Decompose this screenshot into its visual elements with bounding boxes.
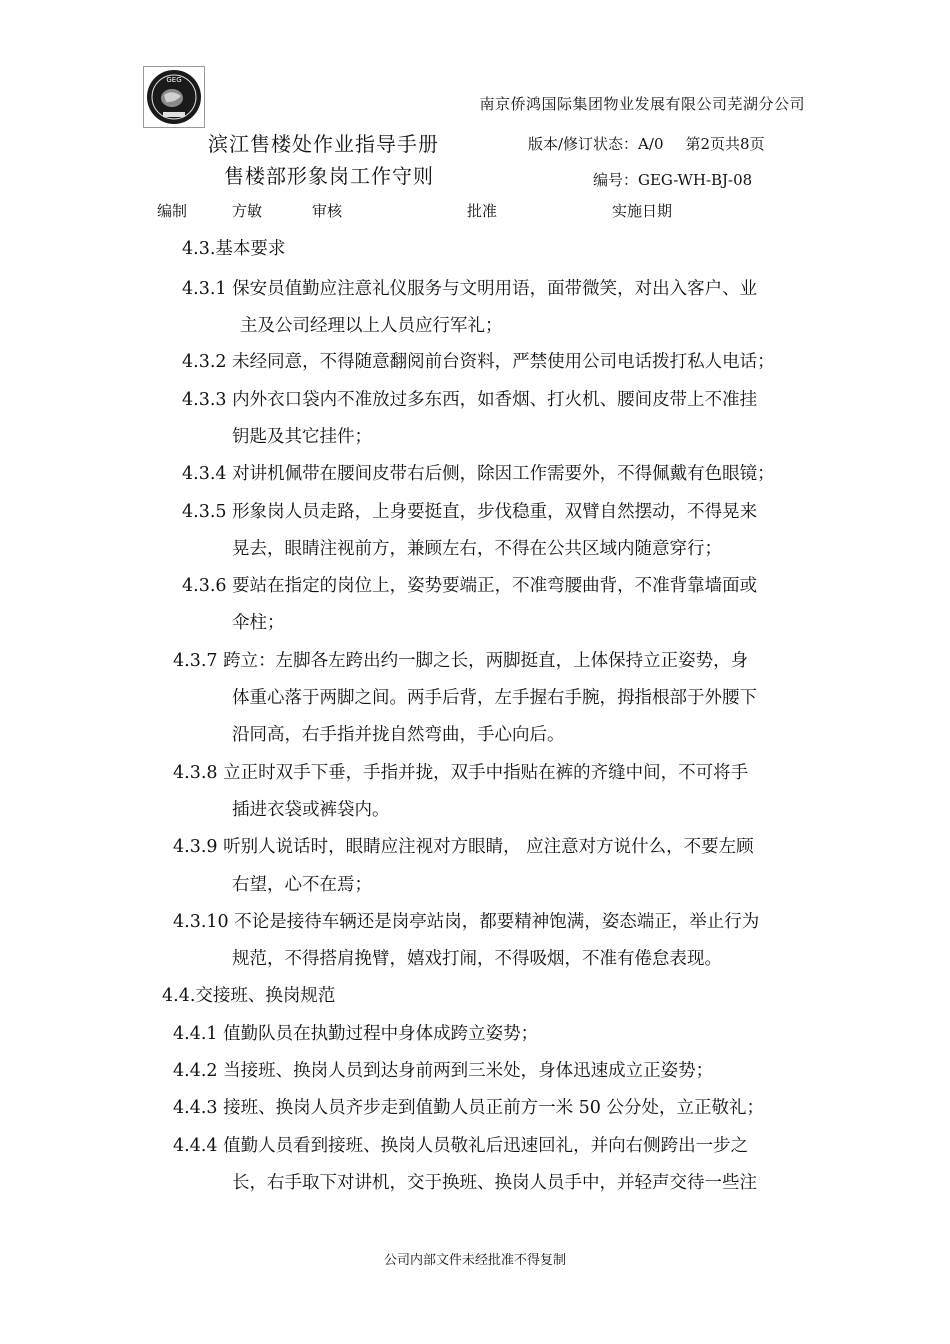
review-label: 审核 <box>312 202 343 220</box>
body-line: 4.4.4 值勤人员看到接班、换岗人员敬礼后迅速回礼，并向右侧跨出一步之 <box>173 1136 749 1156</box>
version-info <box>528 133 765 154</box>
body-line: 伞柱； <box>232 613 285 633</box>
body-line: 晃去，眼睛注视前方，兼顾左右，不得在公共区域内随意穿行； <box>232 539 722 559</box>
page-number: 第2页共8页 <box>685 135 765 153</box>
page-footer: 公司内部文件未经批准不得复制 <box>383 1253 566 1268</box>
body-line: 沿同高，右手指并拢自然弯曲，手心向后。 <box>232 725 565 745</box>
body-line: 规范，不得搭肩挽臂，嬉戏打闹，不得吸烟，不准有倦怠表现。 <box>232 949 722 969</box>
compiled-value: 方敏 <box>232 202 263 220</box>
compiled-label: 编制 <box>157 202 188 220</box>
body-line: 4.3.10 不论是接待车辆还是岗亭站岗，都要精神饱满，姿态端正，举止行为 <box>173 912 760 932</box>
body-line: 长，右手取下对讲机，交于换班、换岗人员手中，并轻声交待一些注 <box>232 1173 757 1193</box>
section-heading: 4.3.基本要求 <box>182 239 286 259</box>
body-line: 钥匙及其它挂件； <box>232 427 372 447</box>
body-line: 4.4.2 当接班、换岗人员到达身前两到三米处，身体迅速成立正姿势； <box>173 1061 714 1081</box>
body-line: 4.3.8 立正时双手下垂，手指并拢，双手中指贴在裤的齐缝中间，不可将手 <box>173 763 749 783</box>
company-logo <box>143 66 205 128</box>
body-line: 4.3.5 形象岗人员走路，上身要挺直，步伐稳重，双臂自然摆动，不得晃来 <box>182 502 758 522</box>
date-label: 实施日期 <box>612 202 673 220</box>
document-title: 售楼部形象岗工作守则 <box>224 164 434 188</box>
body-line: 4.3.7 跨立：左脚各左跨出约一脚之长，两脚挺直，上体保持立正姿势，身 <box>173 651 749 671</box>
body-line: 4.3.6 要站在指定的岗位上，姿势要端正，不准弯腰曲背，不准背靠墙面或 <box>182 576 758 596</box>
approve-label: 批准 <box>467 202 498 220</box>
body-line: 4.3.2 未经同意，不得随意翻阅前台资料，严禁使用公司电话拨打私人电话； <box>182 352 775 372</box>
body-line: 4.3.1 保安员值勤应注意礼仪服务与文明用语，面带微笑，对出入客户、业 <box>182 279 758 299</box>
logo-emblem-icon <box>144 67 204 127</box>
body-line: 插进衣袋或裤袋内。 <box>232 800 390 820</box>
body-line: 4.3.3 内外衣口袋内不准放过多东西，如香烟、打火机、腰间皮带上不准挂 <box>182 390 758 410</box>
logo-text: GEG <box>166 76 182 84</box>
body-line: 4.3.9 听别人说话时，眼睛应注视对方眼睛， 应注意对方说什么，不要左顾 <box>173 837 754 857</box>
body-line: 体重心落于两脚之间。两手后背，左手握右手腕，拇指根部于外腰下 <box>232 688 757 708</box>
body-line: 主及公司经理以上人员应行军礼； <box>240 316 503 336</box>
manual-title: 滨江售楼处作业指导手册 <box>208 132 439 156</box>
document-number: 编号：GEG-WH-BJ-08 <box>593 171 753 189</box>
company-name: 南京侨鸿国际集团物业发展有限公司芜湖分公司 <box>479 95 805 113</box>
body-line: 4.3.4 对讲机佩带在腰间皮带右后侧，除因工作需要外，不得佩戴有色眼镜； <box>182 464 775 484</box>
body-line: 4.4.1 值勤队员在执勤过程中身体成跨立姿势； <box>173 1024 539 1044</box>
body-line: 4.4.3 接班、换岗人员齐步走到值勤人员正前方一米 50 公分处，立正敬礼； <box>173 1098 764 1118</box>
version-status: 版本/修订状态：A/0 <box>528 135 664 153</box>
section-heading: 4.4.交接班、换岗规范 <box>162 986 336 1006</box>
body-line: 右望，心不在焉； <box>232 875 372 895</box>
